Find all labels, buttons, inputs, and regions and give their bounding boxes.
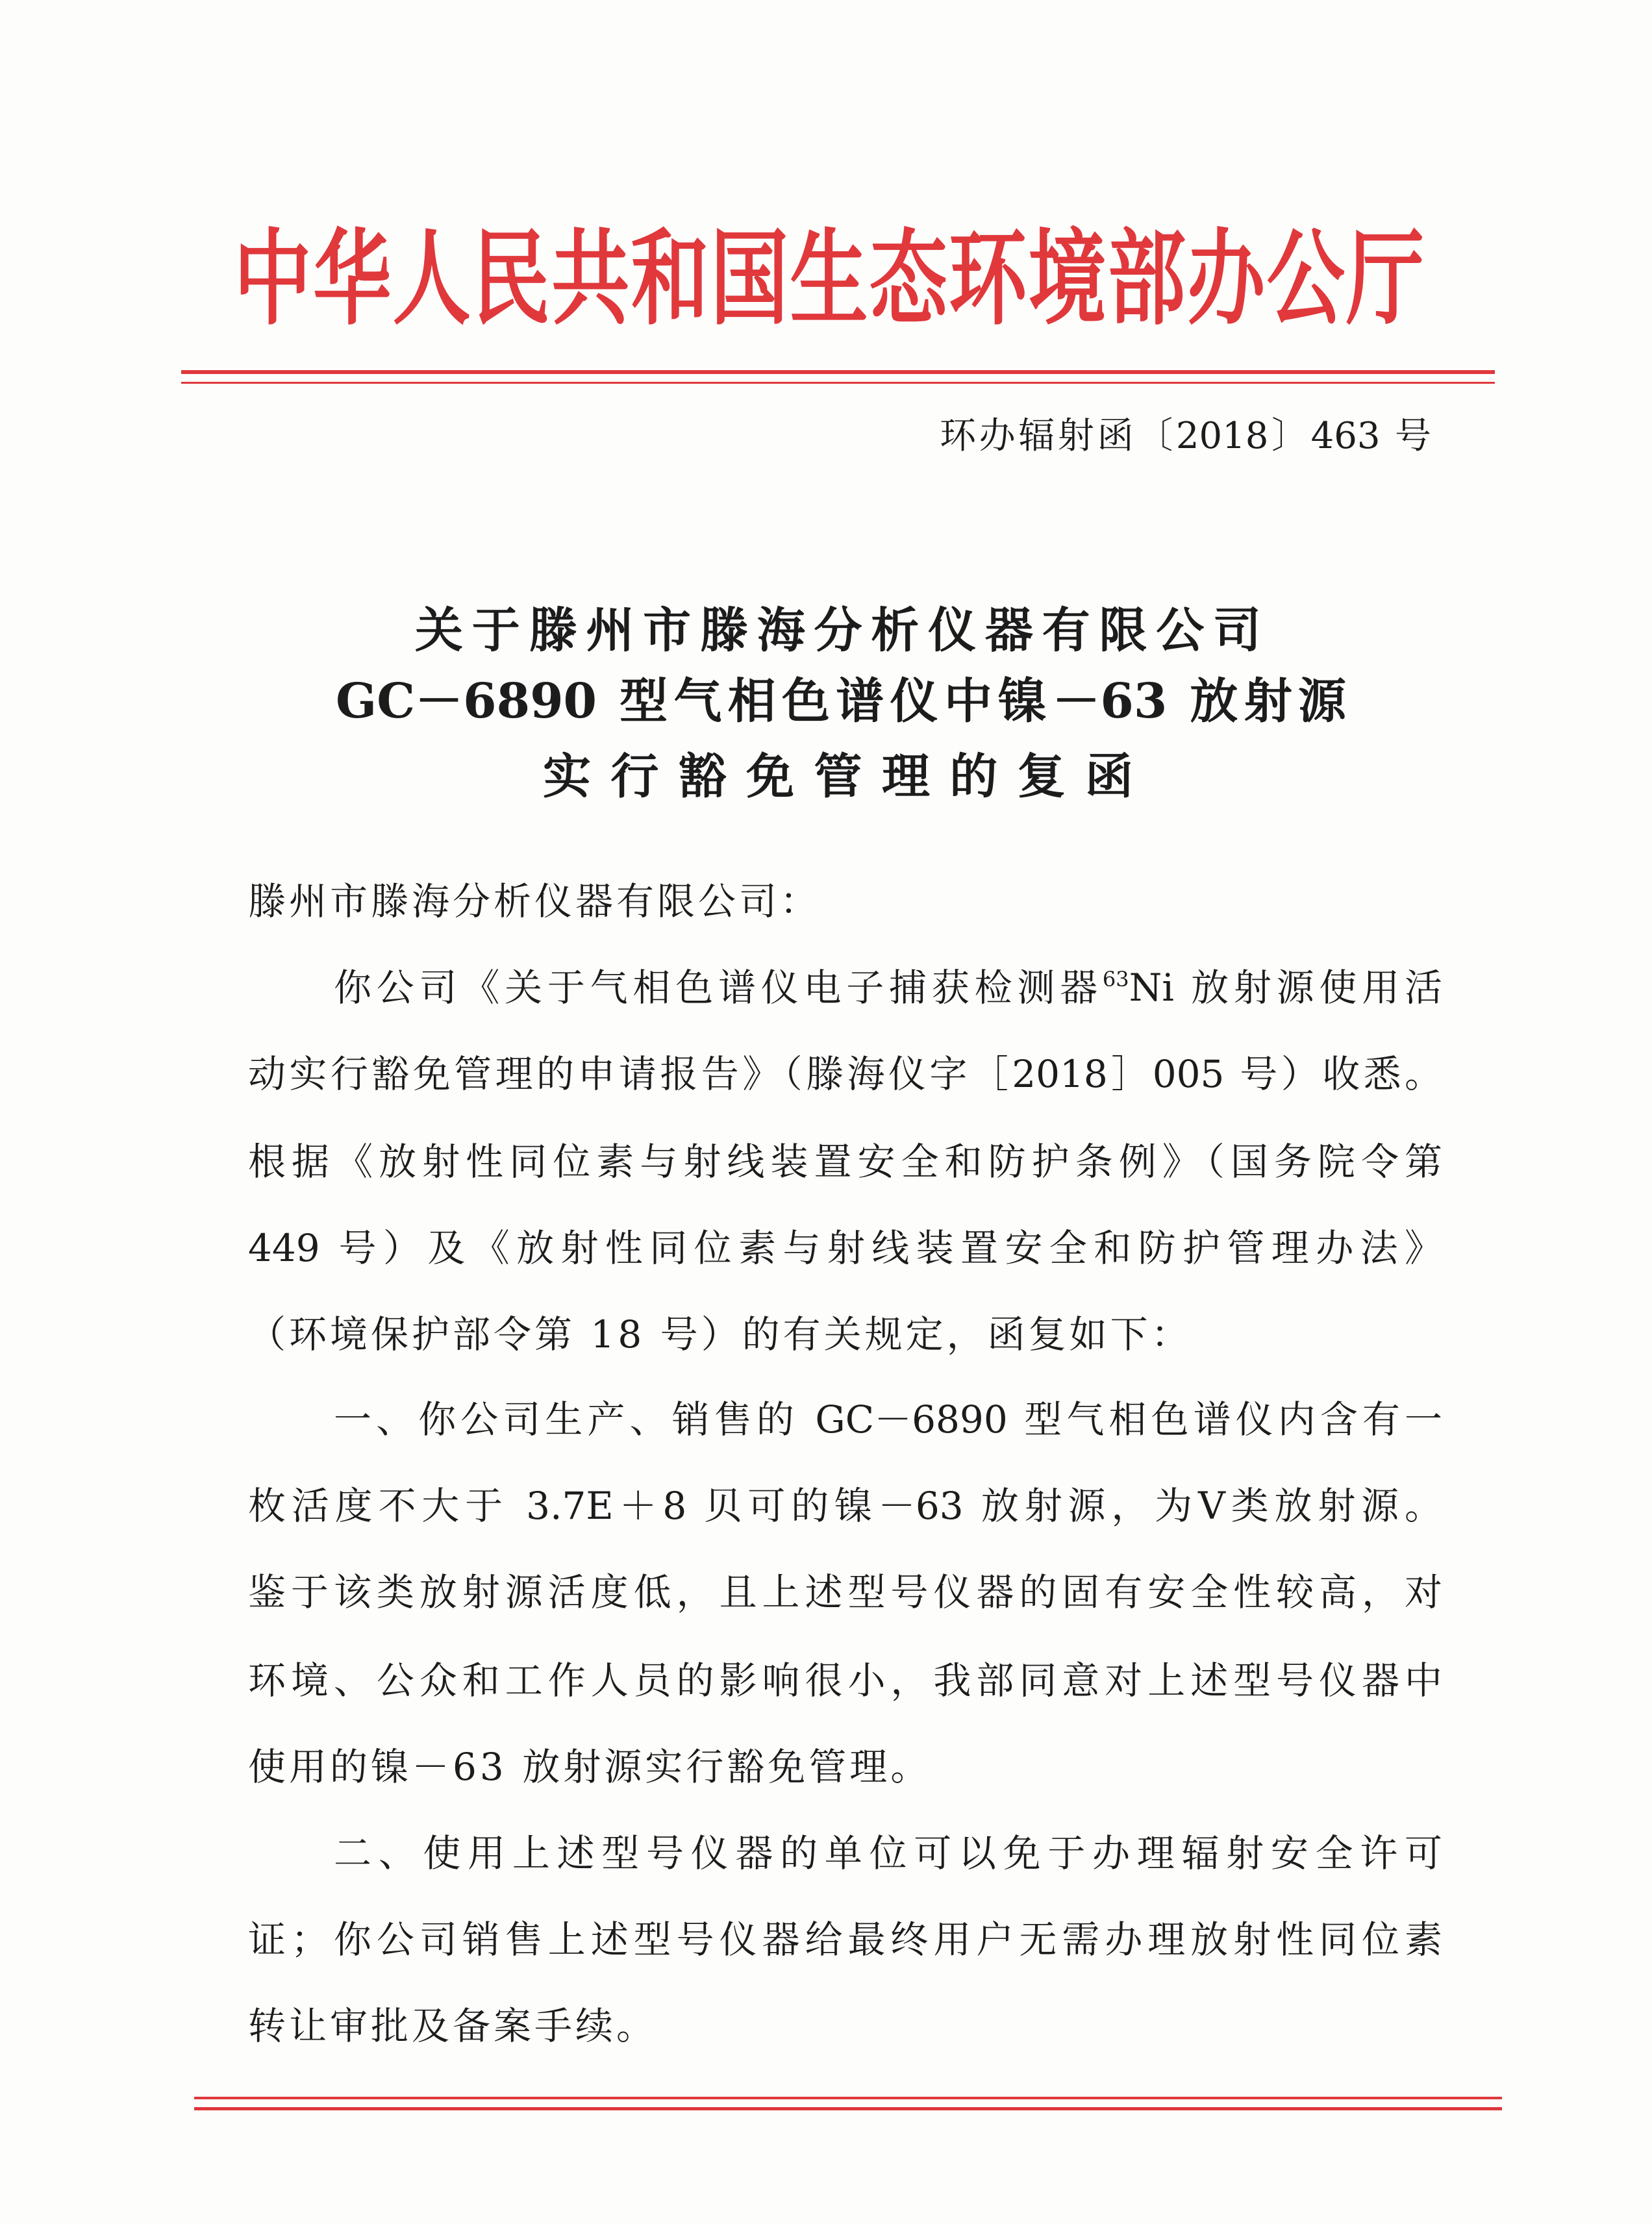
title-line-1: 关于滕州市滕海分析仪器有限公司 <box>415 603 1261 658</box>
paragraph-1-line-4: 449 号）及《放射性同位素与射线装置安全和防护管理办法》 <box>248 1226 1442 1270</box>
document-number: 环办辐射函〔2018〕463 号 <box>940 415 1431 457</box>
paragraph-1-line-3: 根据《放射性同位素与射线装置安全和防护条例》（国务院令第 <box>248 1140 1442 1184</box>
header-rule-thin <box>181 382 1495 384</box>
footer-rule-thin <box>194 2097 1502 2099</box>
paragraph-2-line-1: 一、你公司生产、销售的 GC－6890 型气相色谱仪内含有一 <box>334 1397 1442 1442</box>
paragraph-3-line-3: 转让审批及备案手续。 <box>248 2004 658 2048</box>
text-span: 你公司《关于气相色谱仪电子捕获检测器 <box>334 966 1103 1010</box>
text-span: Ni 放射源使用活 <box>1129 966 1442 1010</box>
paragraph-2-line-3: 鉴于该类放射源活度低，且上述型号仪器的固有安全性较高，对 <box>248 1570 1442 1614</box>
salutation: 滕州市滕海分析仪器有限公司： <box>248 879 821 923</box>
superscript-63: 63 <box>1102 967 1129 992</box>
paragraph-2-line-2: 枚活度不大于 3.7E＋8 贝可的镍－63 放射源，为Ⅴ类放射源。 <box>248 1484 1442 1528</box>
paragraph-3-line-2: 证；你公司销售上述型号仪器给最终用户无需办理放射性同位素 <box>248 1918 1442 1962</box>
paragraph-2-line-5: 使用的镍－63 放射源实行豁免管理。 <box>248 1745 932 1789</box>
title-line-3: 实行豁免管理的复函 <box>543 749 1133 805</box>
footer-rule-thick <box>194 2107 1502 2110</box>
header-rule-thick <box>181 370 1495 374</box>
title-line-2: GC－6890 型气相色谱仪中镍－63 放射源 <box>336 673 1346 729</box>
issuer-header: 中华人民共和国生态环境部办公厅 <box>234 218 1424 340</box>
paragraph-1-line-2: 动实行豁免管理的申请报告》（滕海仪字［2018］005 号）收悉。 <box>248 1052 1442 1096</box>
paragraph-2-line-4: 环境、公众和工作人员的影响很小，我部同意对上述型号仪器中 <box>248 1658 1442 1703</box>
paragraph-1-line-1 <box>334 966 1442 1010</box>
paragraph-3-line-1: 二、使用上述型号仪器的单位可以免于办理辐射安全许可 <box>334 1831 1442 1875</box>
paragraph-1-line-5: （环境保护部令第 18 号）的有关规定，函复如下： <box>248 1312 1192 1356</box>
